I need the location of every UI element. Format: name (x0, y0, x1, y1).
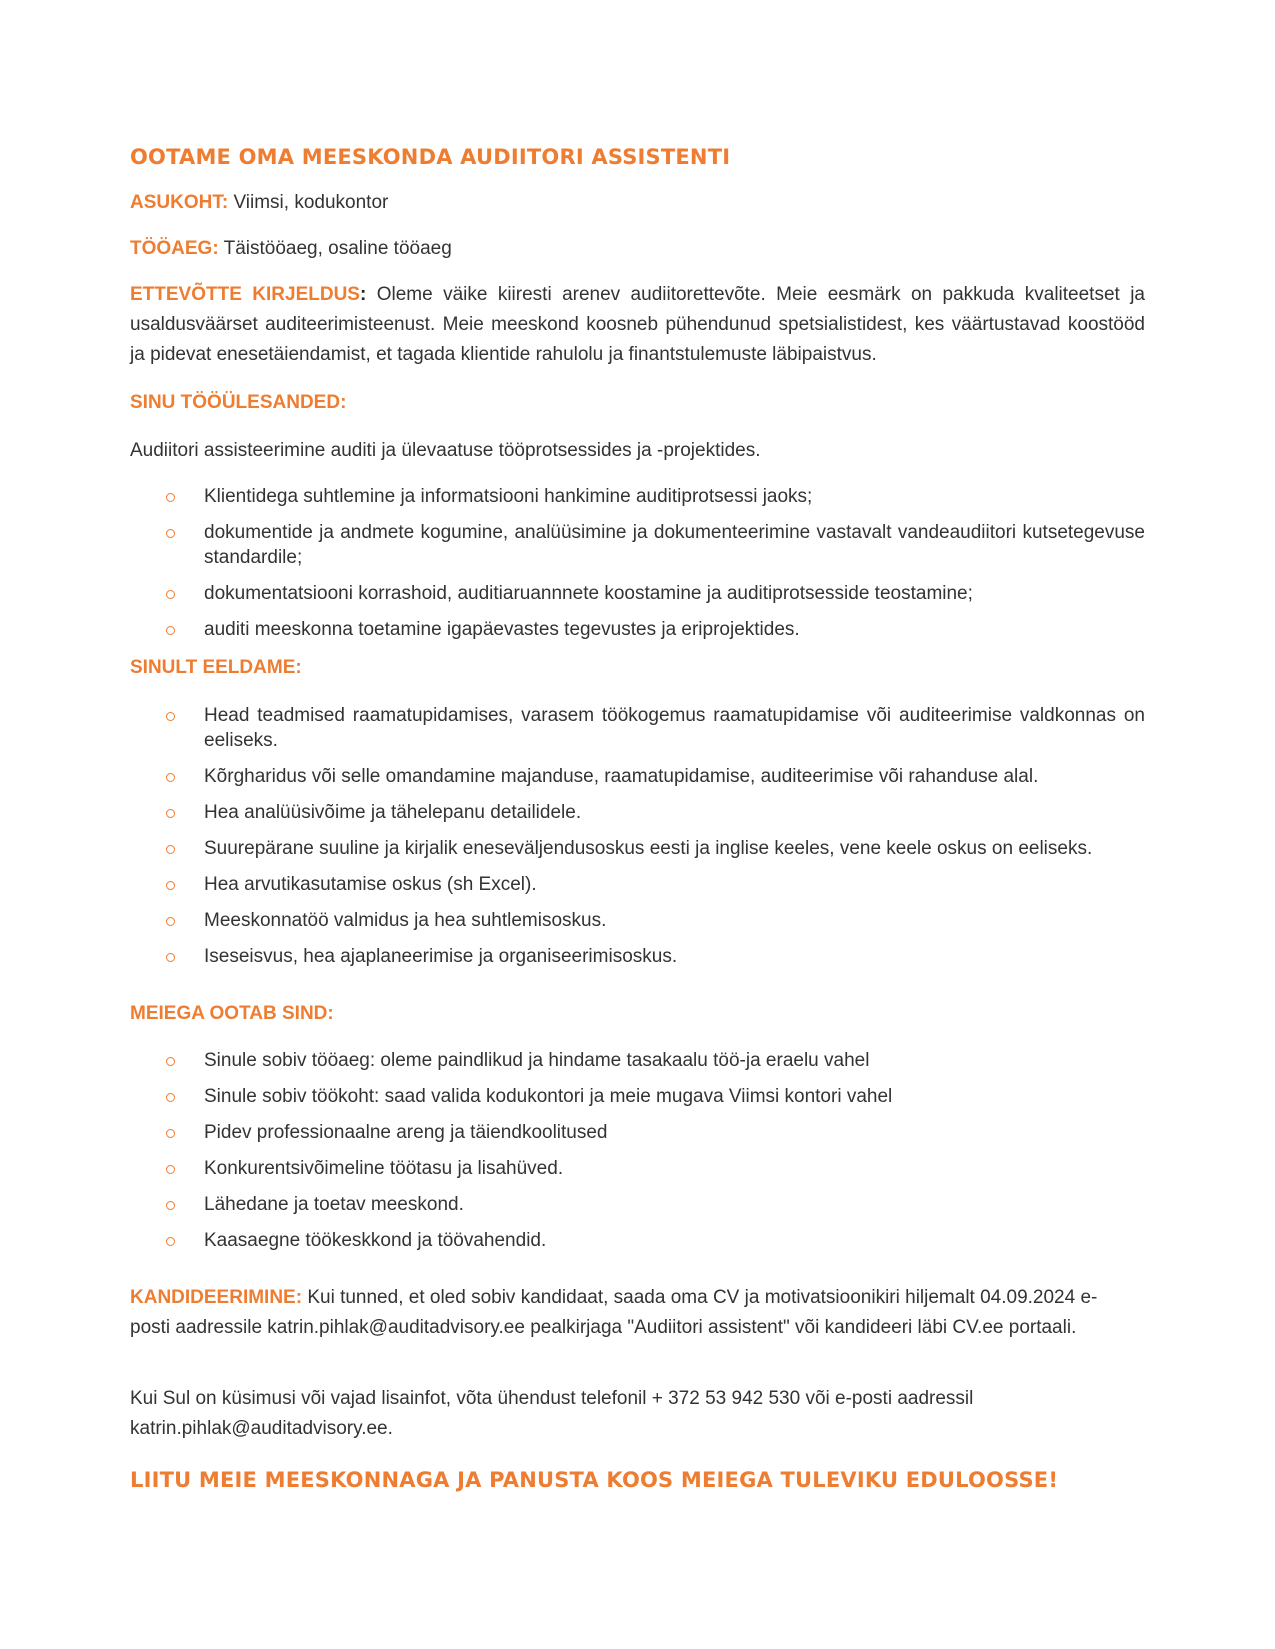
page-title: OOTAME OMA MEESKONDA AUDIITORI ASSISTENTI (130, 145, 731, 169)
list-item: Head teadmised raamatupidamises, varasem töökogemus raamatupidamise või auditeerimise valdkonnas on eeliseks. (130, 703, 1145, 753)
list-item: Iseseisvus, hea ajaplaneerimise ja organiseerimisoskus. (130, 944, 1145, 969)
circle-bullet-icon (166, 845, 175, 854)
circle-bullet-icon (166, 1093, 175, 1102)
circle-bullet-icon (166, 1129, 175, 1138)
application-label: KANDIDEERIMINE: (130, 1287, 303, 1308)
location-line (130, 188, 1145, 218)
circle-bullet-icon (166, 626, 175, 635)
location-value: Viimsi, kodukontor (228, 192, 389, 213)
list-item: dokumentatsiooni korrashoid, auditiaruannnete koostamine ja auditiprotsesside teostamine; (130, 581, 1145, 606)
list-item: Sinule sobiv töökoht: saad valida kodukontori ja meie mugava Viimsi kontori vahel (130, 1084, 1145, 1109)
circle-bullet-icon (166, 712, 175, 721)
list-item: Lähedane ja toetav meeskond. (130, 1192, 1145, 1217)
application-text: Kui tunned, et oled sobiv kandidaat, saada oma CV ja motivatsioonikiri hiljemalt 04.09.2024 e-posti aadressile katrin.pihlak@auditadvisory.ee pealkirjaga "Audiitori assistent" või kandideeri läbi CV.ee portaali. (130, 1287, 1098, 1338)
contact-paragraph: Kui Sul on küsimusi või vajad lisainfot, võta ühendust telefonil + 372 53 942 530 või e-posti aadressil katrin.pihlak@auditadvisory.ee. (130, 1388, 974, 1439)
list-item: Kõrgharidus või selle omandamine majanduse, raamatupidamise, auditeerimise või rahanduse alal. (130, 764, 1145, 789)
list-item: Meeskonnatöö valmidus ja hea suhtlemisoskus. (130, 908, 1145, 933)
circle-bullet-icon (166, 917, 175, 926)
circle-bullet-icon (166, 493, 175, 502)
circle-bullet-icon (166, 529, 175, 538)
duties-intro: Audiitori assisteerimine auditi ja ülevaatuse tööprotsessides ja -projektides. (130, 440, 761, 461)
company-label: ETTEVÕTTE KIRJELDUS (130, 284, 360, 305)
list-item: Sinule sobiv tööaeg: oleme paindlikud ja hindame tasakaalu töö-ja eraelu vahel (130, 1048, 1145, 1073)
list-item: Klientidega suhtlemine ja informatsiooni hankimine auditiprotsessi jaoks; (130, 484, 1145, 509)
company-description (130, 280, 1145, 370)
list-item: Suurepärane suuline ja kirjalik eneseväljendusoskus eesti ja inglise keeles, vene keele oskus on eeliseks. (130, 836, 1145, 861)
list-item: Pidev professionaalne areng ja täiendkoolitused (130, 1120, 1145, 1145)
requirements-list (130, 703, 1145, 969)
duties-list (130, 484, 1145, 642)
circle-bullet-icon (166, 1165, 175, 1174)
circle-bullet-icon (166, 773, 175, 782)
company-text: Oleme väike kiiresti arenev audiitorettevõte. Meie eesmärk on pakkuda kvaliteetset ja usaldusväärset auditeerimisteenust. Meie meeskond koosneb pühendunud spetsialistidest, kes väärtustavad koostööd ja pidevat enesetäiendamist, et tagada klientide rahulolu ja finantstulemuste läbipaistvus. (130, 284, 1145, 365)
company-colon: : (359, 284, 367, 305)
list-item: Konkurentsivõimeline töötasu ja lisahüved. (130, 1156, 1145, 1181)
circle-bullet-icon (166, 809, 175, 818)
circle-bullet-icon (166, 1237, 175, 1246)
list-item: Kaasaegne töökeskkond ja töövahendid. (130, 1228, 1145, 1253)
worktime-label: TÖÖAEG: (130, 238, 219, 259)
circle-bullet-icon (166, 1201, 175, 1210)
circle-bullet-icon (166, 590, 175, 599)
requirements-label: SINULT EELDAME: (130, 657, 302, 678)
offer-label: MEIEGA OOTAB SIND: (130, 1003, 334, 1024)
duties-label: SINU TÖÖÜLESANDED: (130, 392, 347, 413)
list-item: Hea analüüsivõime ja tähelepanu detailidele. (130, 800, 1145, 825)
list-item: Hea arvutikasutamise oskus (sh Excel). (130, 872, 1145, 897)
list-item: auditi meeskonna toetamine igapäevastes tegevustes ja eriprojektides. (130, 617, 1145, 642)
circle-bullet-icon (166, 881, 175, 890)
closing-heading: LIITU MEIE MEESKONNAGA JA PANUSTA KOOS MEIEGA TULEVIKU EDULOOSSE! (130, 1468, 1059, 1492)
worktime-line (130, 234, 1145, 264)
offer-list (130, 1048, 1145, 1253)
list-item: dokumentide ja andmete kogumine, analüüsimine ja dokumenteerimine vastavalt vandeaudiitori kutsetegevuse standardile; (130, 520, 1145, 570)
worktime-value: Täistööaeg, osaline tööaeg (218, 238, 452, 259)
circle-bullet-icon (166, 953, 175, 962)
circle-bullet-icon (166, 1057, 175, 1066)
application-paragraph (130, 1283, 1135, 1343)
location-label: ASUKOHT: (130, 192, 229, 213)
